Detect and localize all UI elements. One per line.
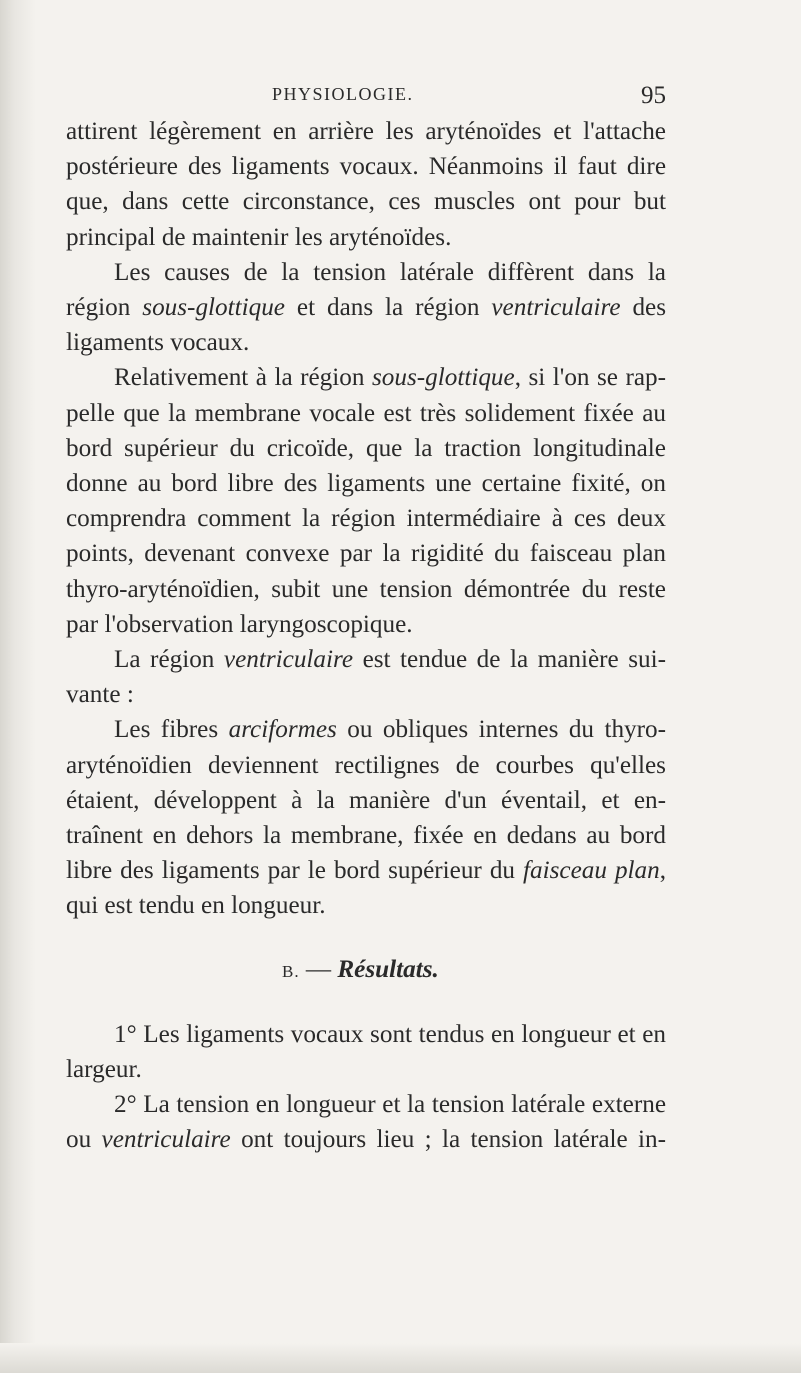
italic-term: ventriculaire — [223, 646, 354, 674]
text-line: principal de maintenir les aryténoïdes. — [66, 223, 452, 251]
text-line: que, dans cette circonstance, ces muscles ont pour but — [66, 188, 666, 216]
italic-term: ventriculaire — [101, 1126, 231, 1154]
text-line — [66, 853, 666, 888]
text-line: pelle que la membrane vocale est très solidement fixée au — [66, 399, 666, 427]
text-run: ou obliques internes du thyro- — [347, 716, 666, 744]
italic-term: faisceau plan — [523, 857, 660, 885]
text-run: est tendue de la manière sui- — [362, 646, 666, 674]
text-run: ou — [66, 1126, 92, 1154]
text-run: et dans la région — [296, 294, 480, 322]
section-dash: — — [305, 955, 332, 983]
text-line: par l'observation laryngoscopique. — [66, 610, 413, 638]
text-line: comprendra comment la région intermédiaire à ces deux — [66, 505, 666, 533]
text-run: , si l'on se rap- — [514, 364, 667, 392]
italic-term: arciformes — [228, 716, 337, 744]
text-line: postérieure des ligaments vocaux. Néanmoins il faut dire — [66, 153, 666, 181]
text-line — [66, 1122, 666, 1157]
text-line: traînent en dehors la membrane, fixée en dedans au bord — [66, 822, 666, 850]
text-run: ont toujours lieu ; la tension latérale in- — [241, 1126, 667, 1154]
text-run: libre des ligaments par le bord supérieur du — [66, 857, 516, 885]
text-line: qui est tendu en longueur. — [66, 892, 326, 920]
text-line: 1° Les ligaments vocaux sont tendus en longueur et en — [114, 1020, 666, 1048]
text-run: , — [659, 857, 667, 885]
text-line: attirent légèrement en arrière les aryténoïdes et l'attache — [66, 118, 666, 145]
page-bottom-shadow — [0, 1343, 801, 1373]
running-title: PHYSIOLOGIE. — [272, 84, 414, 104]
text-line: donne au bord libre des ligaments une certaine fixité, on — [66, 470, 666, 498]
text-line: ligaments vocaux. — [66, 329, 250, 357]
italic-term: sous-glottique — [142, 294, 285, 322]
section-letter: B. — [282, 961, 300, 981]
section-heading — [66, 952, 666, 989]
text-line — [66, 642, 666, 677]
section-title: Résultats. — [337, 955, 439, 983]
text-line: aryténoïdien deviennent rectilignes de courbes qu'elles — [66, 751, 666, 779]
text-run: La région — [114, 646, 215, 674]
italic-term: ventriculaire — [491, 294, 621, 322]
text-line: 2° La tension en longueur et la tension latérale externe — [114, 1091, 666, 1119]
text-line: thyro-aryténoïdien, subit une tension démontrée du reste — [66, 575, 666, 603]
text-line — [66, 712, 666, 747]
page-number: 95 — [641, 82, 666, 109]
text-run: Les fibres — [114, 716, 219, 744]
page-edge-shadow — [0, 0, 36, 1373]
text-run: des — [632, 294, 667, 322]
text-run: Relativement à la région — [114, 364, 365, 392]
running-head — [66, 82, 666, 116]
text-line — [66, 290, 666, 325]
text-line: bord supérieur du cricoïde, que la traction longitudinale — [66, 434, 666, 462]
text-line: points, devenant convexe par la rigidité du faisceau plan — [66, 540, 666, 568]
text-line: Les causes de la tension latérale diffèrent dans la — [114, 258, 666, 286]
body-text — [66, 114, 666, 1158]
text-line: largeur. — [66, 1056, 142, 1084]
italic-term: sous-glottique — [371, 364, 515, 392]
text-line: étaient, développent à la manière d'un éventail, et en- — [66, 786, 666, 814]
text-run: région — [66, 294, 131, 322]
text-line — [66, 360, 666, 395]
text-line: vante : — [66, 681, 134, 709]
